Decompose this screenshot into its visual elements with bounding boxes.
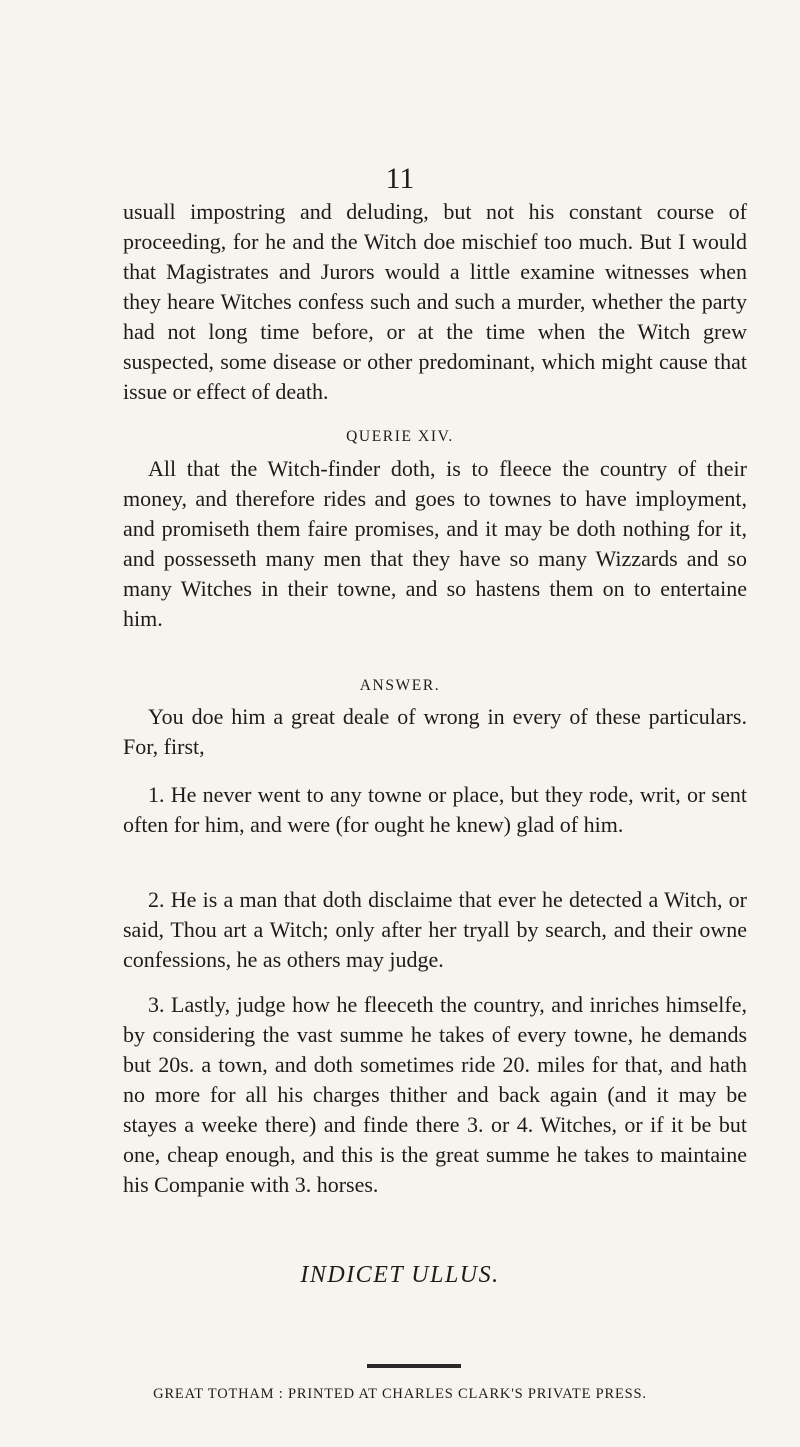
querie-heading: QUERIE XIV. [346,428,454,445]
answer-heading: ANSWER. [359,677,441,694]
page-number: 11 [385,162,415,195]
closing-motto: INDICET ULLUS. [300,1262,500,1288]
answer-point-3: 3. Lastly, judge how he fleeceth the country, and inriches himselfe, by considering the vast summe he takes of every towne, he demands but 20s. a town, and doth sometimes ride 20. miles for that, and hath no more for all his charges thither and back again (and it may be stayes a weeke there) and finde there 3. or 4. Witches, or if it be but one, cheap enough, and this is the great summe he takes to maintaine his Companie with 3. horses. [123,992,747,1197]
answer-intro-paragraph: You doe him a great deale of wrong in every of these particulars. For, first, [123,704,747,759]
answer-point-2: 2. He is a man that doth disclaime that ever he detected a Witch, or said, Thou art a Witch; only after her tryall by search, and their owne confessions, he as others may judge. [123,887,747,972]
printer-colophon: GREAT TOTHAM : PRINTED AT CHARLES CLARK'S PRIVATE PRESS. [153,1386,647,1402]
paragraph-continuation: usuall impostring and deluding, but not his constant course of proceeding, for he and the Witch doe mischief too much. But I would that Magistrates and Jurors would a little examine witnesses when they heare Witches confess such and such a murder, whether the party had not long time before, or at the time when the Witch grew suspected, some disease or other predominant, which might cause that issue or effect of death. [123,199,747,404]
answer-point-1: 1. He never went to any towne or place, but they rode, writ, or sent often for him, and were (for ought he knew) glad of him. [123,782,747,837]
querie-paragraph: All that the Witch-finder doth, is to fleece the country of their money, and therefore rides and goes to townes to have imployment, and promiseth them faire promises, and it may be doth nothing for it, and possesseth many men that they have so many Wizzards and so many Witches in their towne, and so hastens them on to entertaine him. [123,456,747,631]
divider-rule [367,1364,461,1368]
